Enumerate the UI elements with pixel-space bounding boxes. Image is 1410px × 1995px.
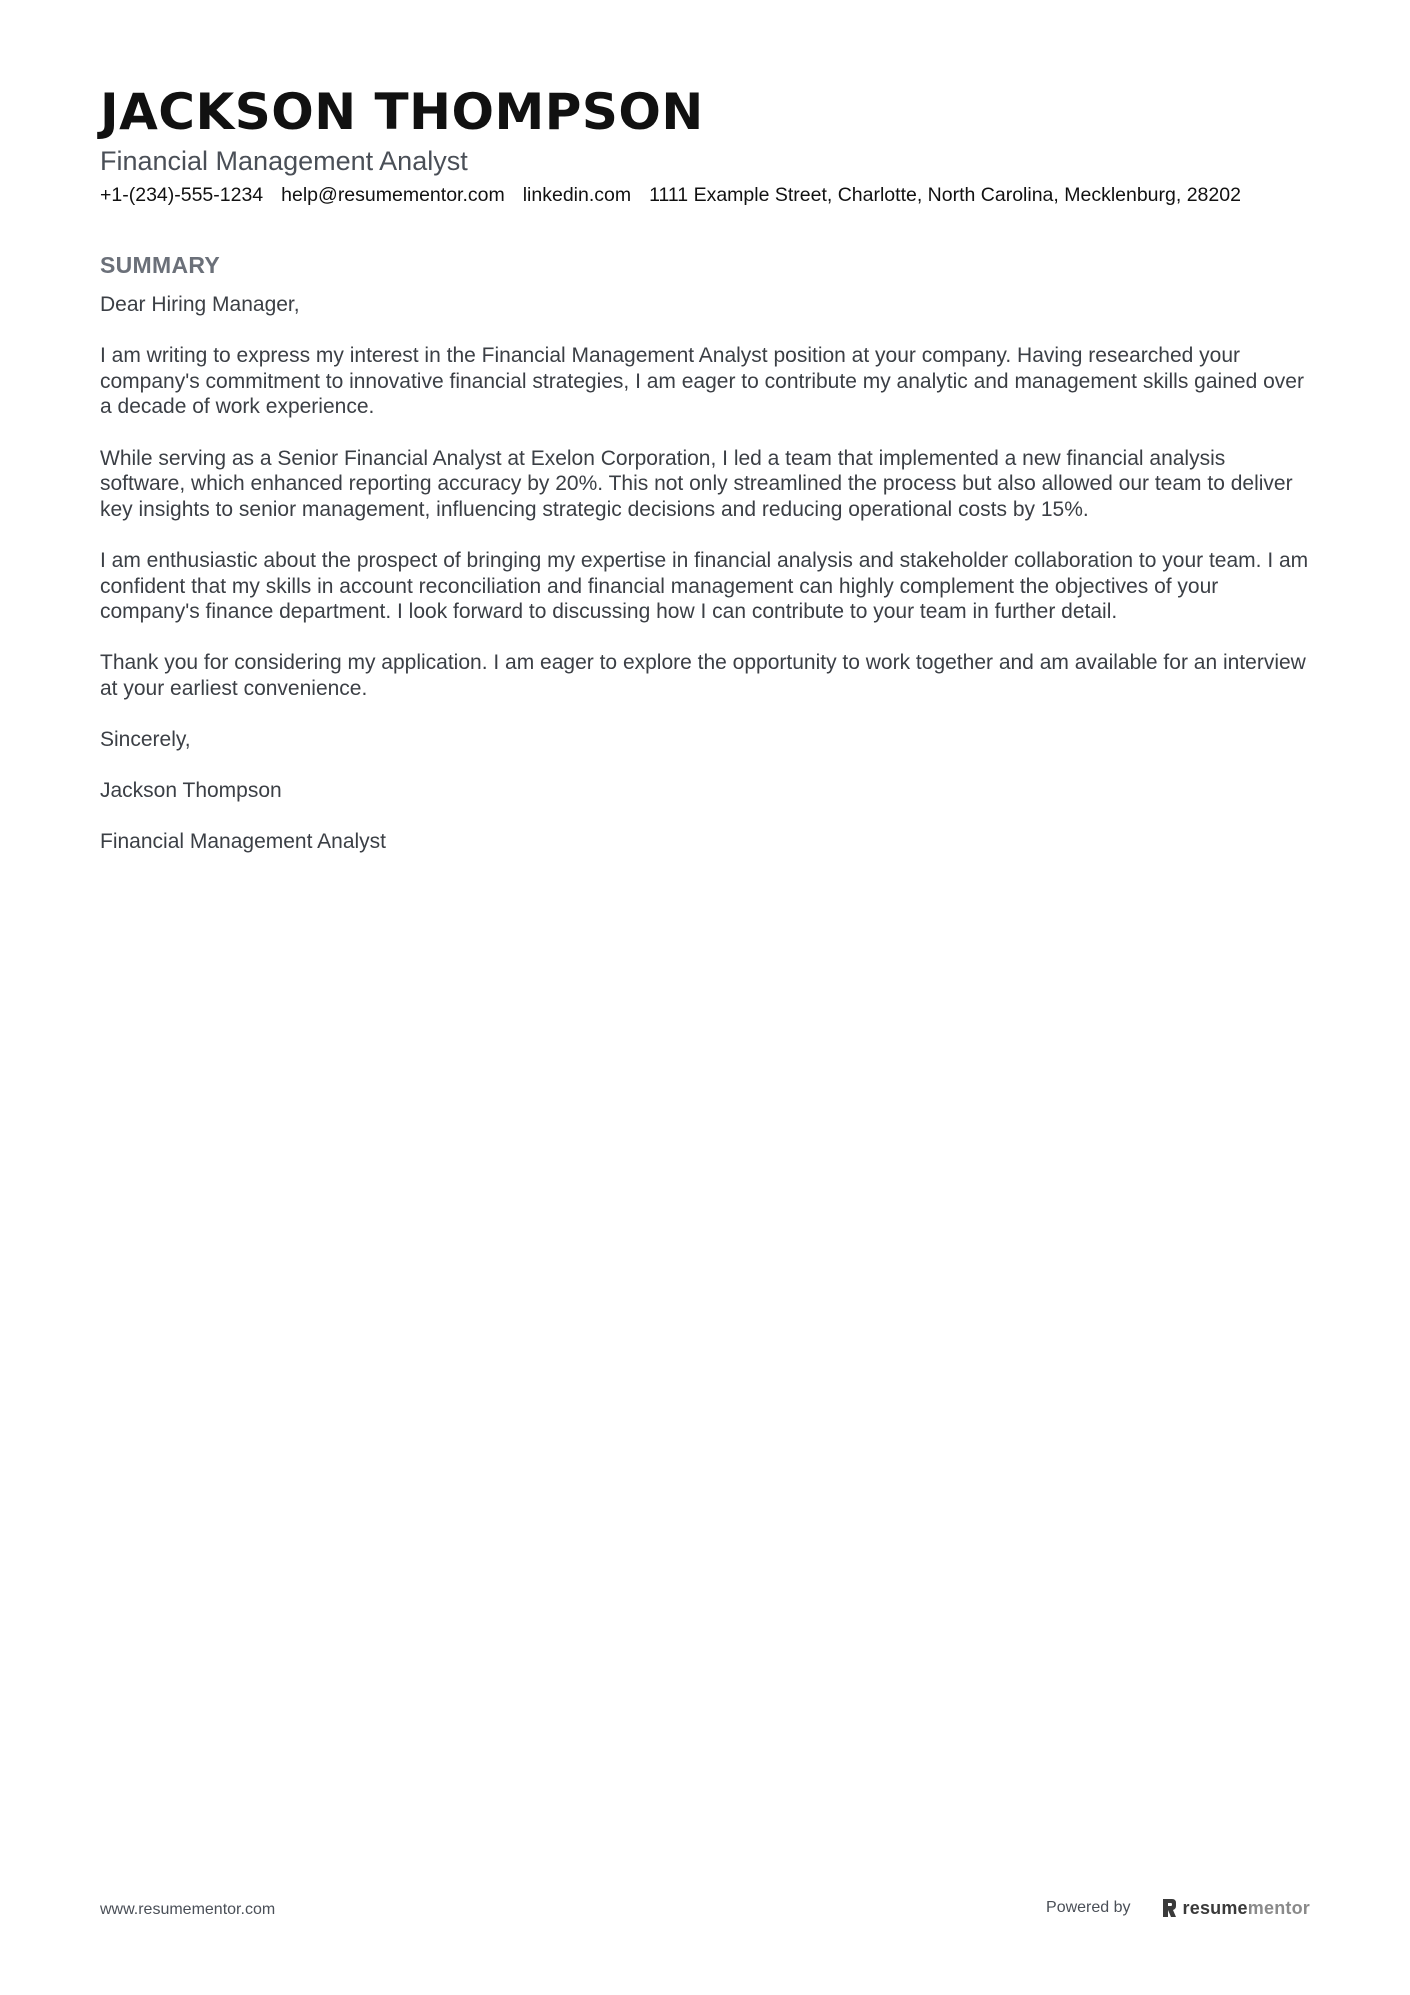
signature-name: Jackson Thompson — [100, 779, 282, 803]
letter-body — [100, 292, 1315, 881]
brand-wordmark-accent: mentor — [1247, 1898, 1310, 1918]
candidate-title: Financial Management Analyst — [100, 146, 468, 176]
contact-info — [100, 182, 1241, 208]
footer-branding — [1046, 1896, 1310, 1920]
contact-address: 1111 Example Street, Charlotte, North Carolina, Mecklenburg, 28202 — [649, 184, 1241, 206]
cover-letter-page — [100, 0, 1310, 1995]
letter-paragraph: I am enthusiastic about the prospect of bringing my expertise in financial analysis and stakeholder collaboration to your team. I am confident that my skills in account reconciliation and financial management can highly complement the objectives of your company's finance department. I look forward to discussing how I can contribute to your team in further detail. — [100, 548, 1309, 624]
brand-wordmark — [1183, 1896, 1310, 1920]
brand-wordmark-main: resume — [1182, 1898, 1248, 1918]
resumementor-logo-icon — [1161, 1897, 1177, 1919]
contact-phone: +1-(234)-555-1234 — [100, 184, 264, 206]
footer-website[interactable]: www.resumementor.com — [100, 1901, 276, 1918]
contact-linkedin: linkedin.com — [522, 184, 632, 206]
powered-by-label: Powered by — [1046, 1899, 1131, 1916]
brand-logo[interactable] — [1161, 1896, 1310, 1920]
contact-email: help@resumementor.com — [281, 184, 505, 206]
letter-salutation: Dear Hiring Manager, — [100, 293, 300, 316]
letter-paragraph: I am writing to express my interest in the Financial Management Analyst position at your company. Having researched your company's commitment to innovative financial strategies, I am eager to contribute my analytic and management skills gained over a decade of work experience. — [100, 344, 1304, 419]
signature-title: Financial Management Analyst — [100, 830, 386, 854]
letter-paragraph: While serving as a Senior Financial Analyst at Exelon Corporation, I led a team that implemented a new financial analysis software, which enhanced reporting accuracy by 20%. This not only streamlined the process but also allowed our team to deliver key insights to senior management, influencing strategic decisions and reducing operational costs by 15%. — [100, 446, 1293, 521]
letter-closing: Sincerely, — [100, 728, 191, 752]
summary-heading: SUMMARY — [100, 252, 221, 278]
candidate-name: JACKSON THOMPSON — [100, 83, 704, 141]
letter-paragraph: Thank you for considering my application. I am eager to explore the opportunity to work together and am available for an interview at your earliest convenience. — [100, 651, 1306, 700]
